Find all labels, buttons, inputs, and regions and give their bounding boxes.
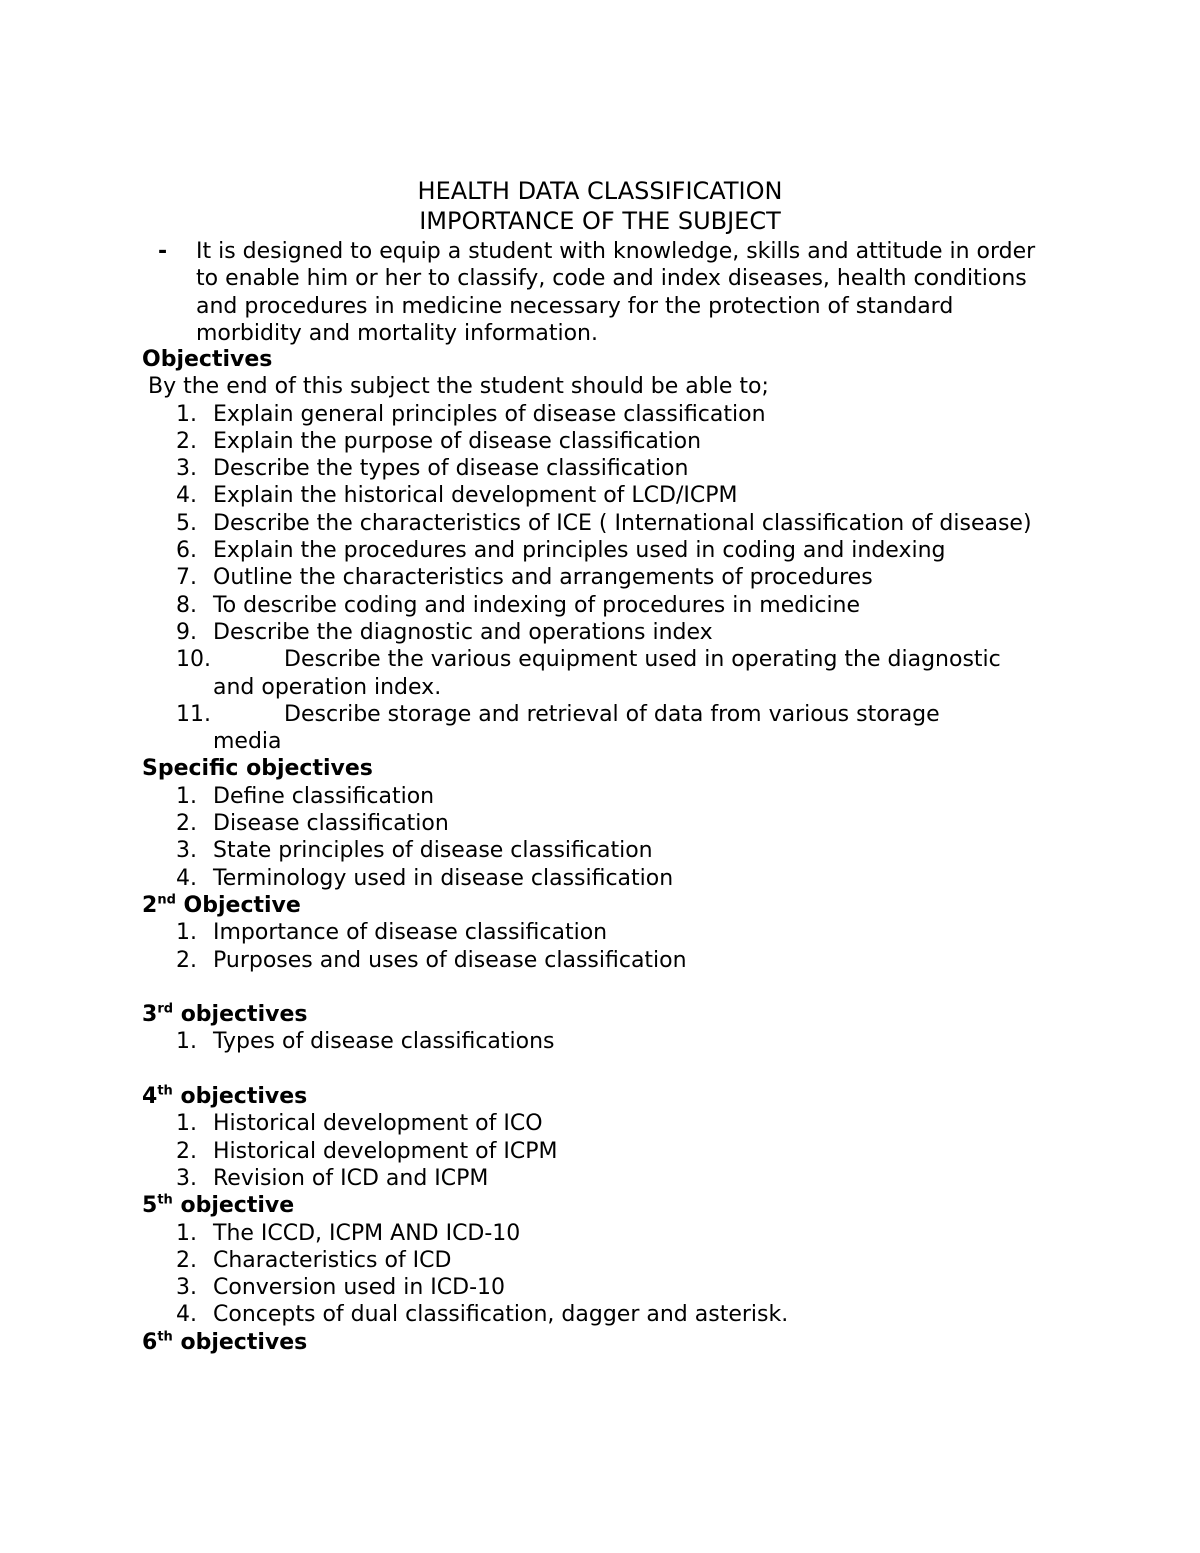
specific-objectives-heading: Specific objectives	[142, 756, 373, 782]
list-item: 3. Describe the types of disease classification	[176, 456, 689, 482]
list-item: 1. The ICCD, ICPM AND ICD-10	[176, 1220, 521, 1246]
list-item: 4. Concepts of dual classification, dagger and asterisk.	[176, 1302, 789, 1328]
list-item: 1. Historical development of ICO	[176, 1111, 543, 1137]
objective-3-heading: 3rd objectives	[142, 1001, 308, 1028]
list-item: 2. Historical development of ICPM	[176, 1138, 558, 1164]
list-item: 4. Terminology used in disease classification	[176, 865, 674, 891]
objective-2-heading: 2nd Objective	[142, 892, 301, 918]
list-item: 3. Conversion used in ICD-10	[176, 1275, 506, 1301]
list-item: 1. Explain general principles of disease classification	[176, 401, 766, 427]
list-item: 9. Describe the diagnostic and operations index	[176, 619, 713, 645]
list-item: 1. Importance of disease classification	[176, 920, 608, 946]
objective-2-list	[142, 919, 1092, 974]
objective-6-heading: 6th objectives	[142, 1329, 308, 1355]
objective-5-list	[142, 1220, 1092, 1329]
list-item: 8. To describe coding and indexing of procedures in medicine	[176, 592, 861, 618]
list-item: 2. Explain the purpose of disease classification	[176, 428, 702, 454]
objective-5-heading: 5th objective	[142, 1192, 295, 1219]
objective-4-heading: 4th objectives	[142, 1083, 308, 1110]
specific-objectives-list	[142, 783, 1092, 892]
spacer	[142, 1056, 1092, 1083]
objectives-list	[142, 401, 1092, 756]
intro-paragraph	[158, 238, 1058, 348]
list-item: 10. Describe the various equipment used in operating the diagnostic and operation index.	[176, 647, 1001, 700]
list-item: 2. Disease classification	[176, 811, 449, 837]
list-item: 1. Define classification	[176, 783, 435, 809]
list-item: 2. Characteristics of ICD	[176, 1247, 452, 1273]
objective-3-list	[142, 1028, 1092, 1055]
document-title: HEALTH DATA CLASSIFICATION	[417, 177, 783, 205]
list-item: 2. Purposes and uses of disease classification	[176, 947, 687, 973]
intro-text: It is designed to equip a student with knowledge, skills and attitude in order to enable him or her to classify, code and index diseases, health conditions and procedures in medicine necessary for the protection of standard morbidity and mortality information.	[196, 239, 1036, 347]
list-item: 3. State principles of disease classification	[176, 838, 653, 864]
list-item: 11. Describe storage and retrieval of data from various storage media	[176, 701, 940, 755]
list-item: 3. Revision of ICD and ICPM	[176, 1165, 489, 1191]
document-subtitle: IMPORTANCE OF THE SUBJECT	[419, 207, 781, 235]
list-item: 6. Explain the procedures and principles used in coding and indexing	[176, 538, 946, 564]
list-item: 5. Describe the characteristics of ICE ( International classification of disease)	[176, 510, 1032, 536]
document-body	[142, 346, 1092, 1356]
list-item: 1. Types of disease classifications	[176, 1029, 555, 1055]
objectives-lead: By the end of this subject the student should be able to;	[148, 374, 769, 400]
intro-bullet: -	[158, 239, 168, 264]
spacer	[142, 974, 1092, 1001]
objective-4-list	[142, 1110, 1092, 1192]
list-item: 7. Outline the characteristics and arrangements of procedures	[176, 565, 873, 591]
objectives-heading: Objectives	[142, 347, 273, 372]
list-item: 4. Explain the historical development of LCD/ICPM	[176, 483, 738, 509]
